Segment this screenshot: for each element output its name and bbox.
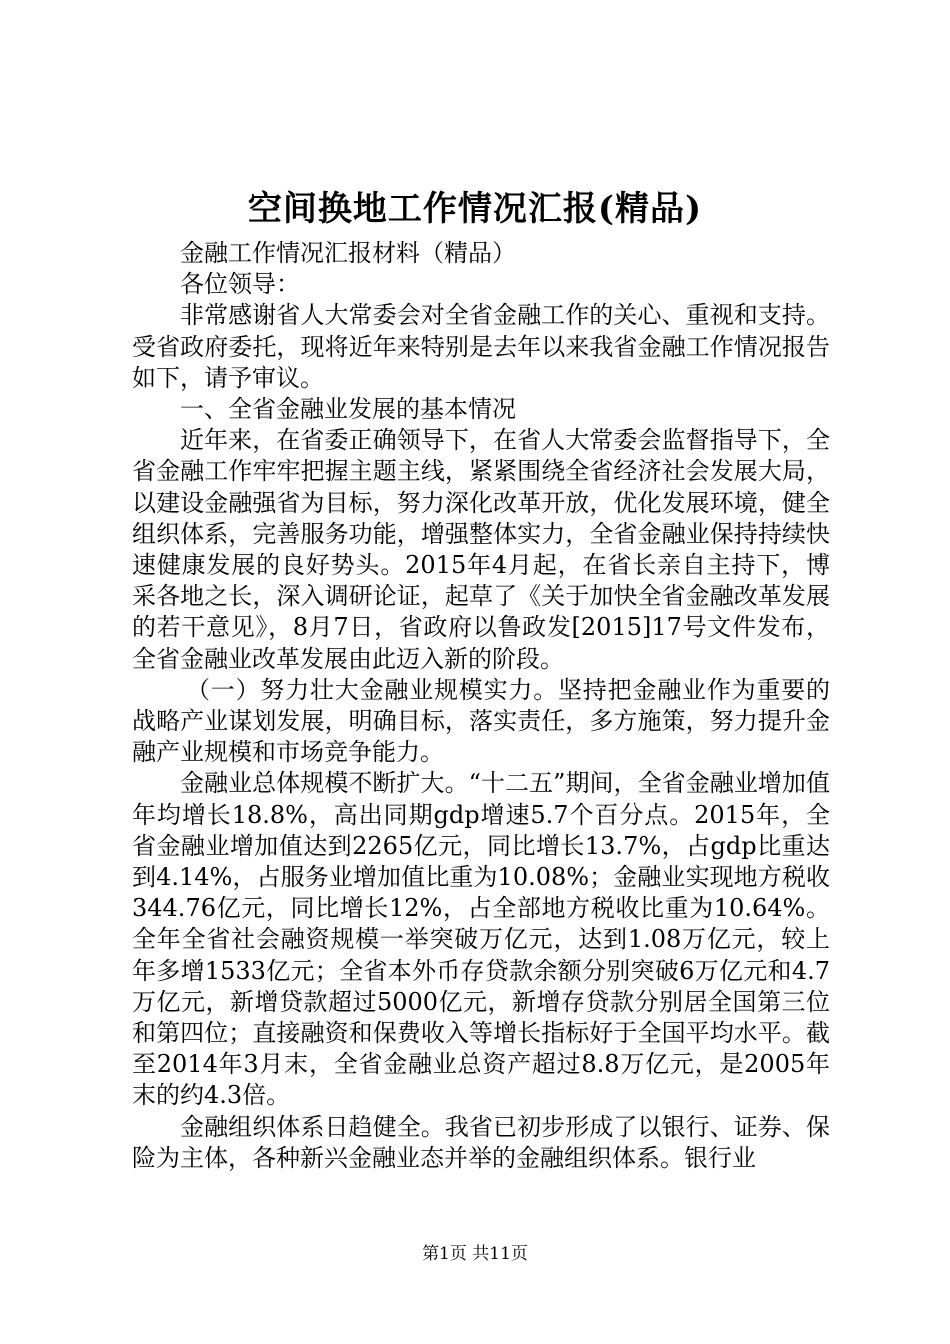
overview-paragraph: 近年来，在省委正确领导下，在省人大常委会监督指导下，全省金融工作牢牢把握主题主线，紧紧围绕全省经济社会发展大局，以建设金融强省为目标，努力深化改革开放，优化发展环境，健全组织体系，完善服务功能，增强整体实力，全省金融业保持持续快速健康发展的良好势头。2015年4月起，在省长亲自主持下，博采各地之长，深入调研论证，起草了《关于加快全省金融改革发展的若干意见》，8月7日，省政府以鲁政发[2015]17号文件发布，全省金融业改革发展由此迈入新的阶段。: [132, 426, 830, 673]
subsection-paragraph: （一）努力壮大金融业规模实力。坚持把金融业作为重要的战略产业谋划发展，明确目标，落实责任，多方施策，努力提升金融产业规模和市场竞争能力。: [132, 675, 830, 767]
salutation-paragraph: 各位领导：: [180, 270, 300, 299]
organization-paragraph: 金融组织体系日趋健全。我省已初步形成了以银行、证券、保险为主体，各种新兴金融业态并举的金融组织体系。银行业: [132, 1112, 830, 1172]
scale-paragraph: 金融业总体规模不断扩大。“十二五”期间，全省金融业增加值年均增长18.8%，高出同期gdp增速5.7个百分点。2015年，全省金融业增加值达到2265亿元，同比增长13.7%，占gdp比重达到4.14%，占服务业增加值比重为10.08%；金融业实现地方税收344.76亿元，同比增长12%，占全部地方税收比重为10.64%。全年全省社会融资规模一举突破万亿元，达到1.08万亿元，较上年多增1533亿元；全省本外币存贷款余额分别突破6万亿元和4.7万亿元，新增贷款超过5000亿元，新增存贷款分别居全国第三位和第四位；直接融资和保费收入等增长指标好于全国平均水平。截至2014年3月末，全省金融业总资产超过8.8万亿元，是2005年末的约4.3倍。: [132, 769, 830, 1110]
intro-paragraph: 非常感谢省人大常委会对全省金融工作的关心、重视和支持。受省政府委托，现将近年来特别是去年以来我省金融工作情况报告如下，请予审议。: [132, 301, 830, 392]
document-title: 空间换地工作情况汇报(精品): [247, 189, 703, 229]
subtitle-paragraph: 金融工作情况汇报材料（精品）: [180, 239, 516, 267]
document-body: [132, 238, 830, 1174]
section-heading: 一、全省金融业发展的基本情况: [180, 395, 516, 424]
page-number: 第1页 共11页: [422, 1244, 528, 1264]
